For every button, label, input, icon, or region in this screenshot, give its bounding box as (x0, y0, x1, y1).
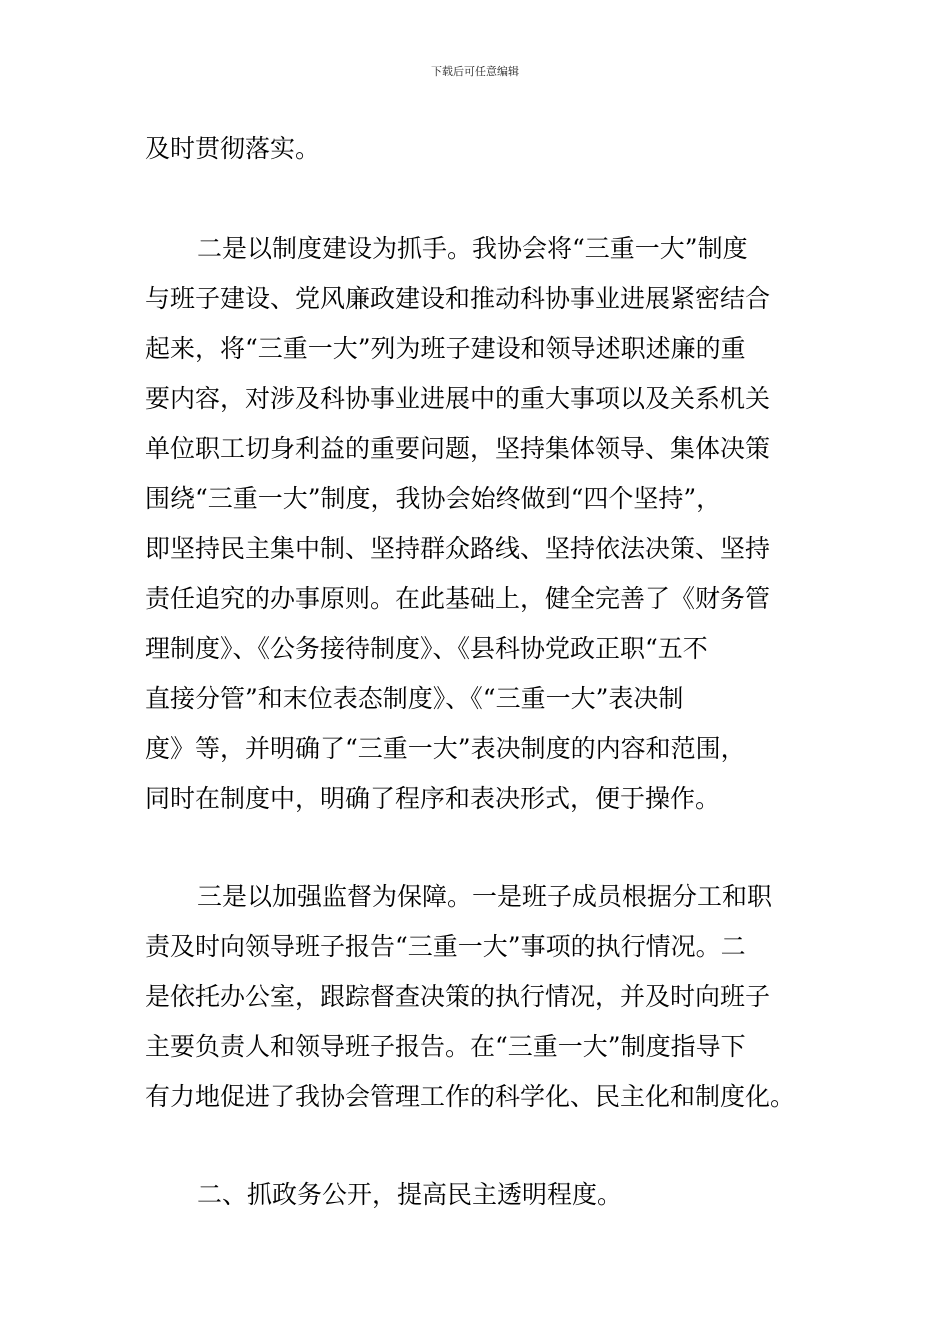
paragraph-line: 直接分管”和末位表态制度》、《“三重一大”表决制 (145, 684, 684, 713)
paragraph-line: 度》等，并明确了“三重一大”表决制度的内容和范围， (145, 734, 746, 763)
section-heading: 二、抓政务公开，提高民主透明程度。 (197, 1180, 623, 1209)
page-header: 下载后可任意编辑 (431, 65, 519, 78)
paragraph-line: 有力地促进了我协会管理工作的科学化、民主化和制度化。 (145, 1082, 796, 1111)
paragraph-line: 责任追究的办事原则。在此基础上，健全完善了《财务管 (145, 584, 771, 613)
paragraph-line: 要内容，对涉及科协事业进展中的重大事项以及关系机关 (145, 384, 771, 413)
paragraph-line: 即坚持民主集中制、坚持群众路线、坚持依法决策、坚持 (145, 534, 771, 563)
paragraph-line: 起来，将“三重一大”列为班子建设和领导述职述廉的重 (145, 334, 746, 363)
paragraph-line: 三是以加强监督为保障。一是班子成员根据分工和职 (197, 882, 773, 911)
paragraph-line: 责及时向领导班子报告“三重一大”事项的执行情况。二 (145, 932, 746, 961)
paragraph-line: 二是以制度建设为抓手。我协会将“三重一大”制度 (197, 234, 748, 263)
paragraph-line: 单位职工切身利益的重要问题，坚持集体领导、集体决策 (145, 434, 771, 463)
paragraph-line: 与班子建设、党风廉政建设和推动科协事业进展紧密结合 (145, 284, 771, 313)
paragraph-line: 及时贯彻落实。 (145, 134, 321, 163)
paragraph-line: 理制度》、《公务接待制度》、《县科协党政正职“五不 (145, 634, 708, 663)
paragraph-line: 同时在制度中，明确了程序和表决形式，便于操作。 (145, 784, 721, 813)
paragraph-line: 是依托办公室，跟踪督查决策的执行情况，并及时向班子 (145, 982, 771, 1011)
paragraph-line: 围绕“三重一大”制度，我协会始终做到“四个坚持”， (145, 484, 722, 513)
paragraph-line: 主要负责人和领导班子报告。在“三重一大”制度指导下 (145, 1032, 746, 1061)
